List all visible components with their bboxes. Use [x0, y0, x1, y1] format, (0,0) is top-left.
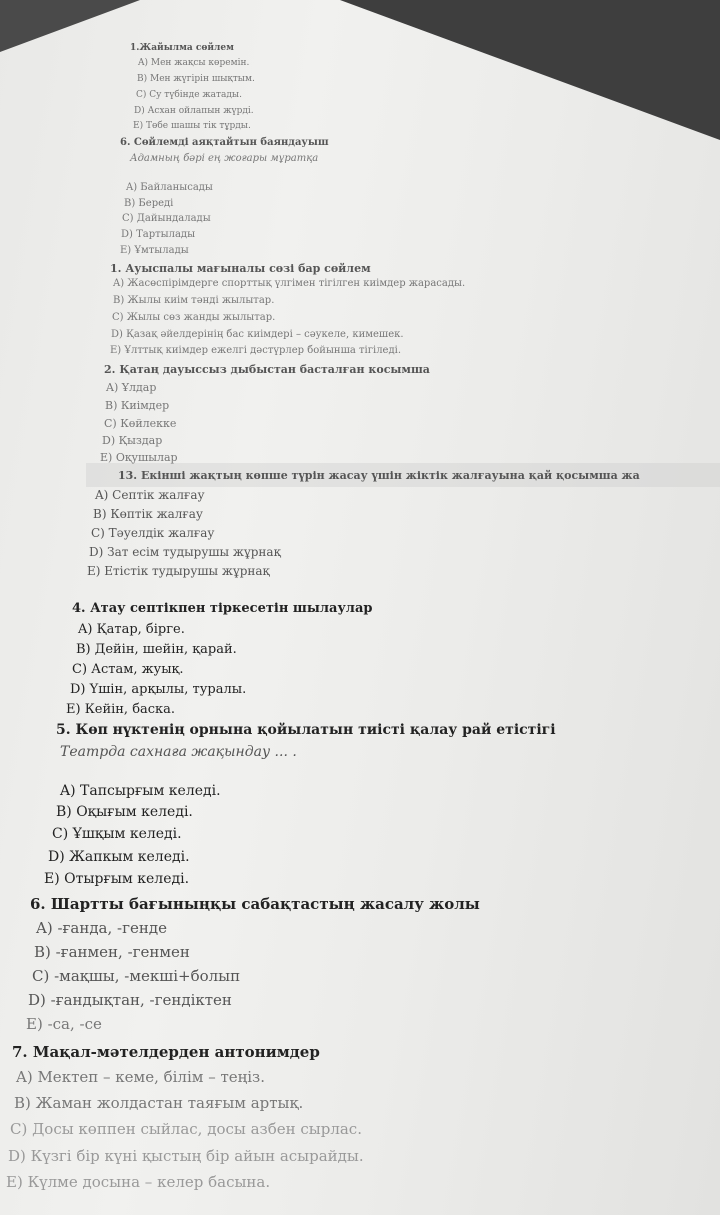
question-heading: 2. Қатаң дауыссыз дыбыстан басталған косымша — [104, 363, 430, 376]
question-heading: 1. Ауыспалы мағыналы сөзі бар сөйлем — [110, 262, 371, 275]
answer-option: E) Төбе шашы тік тұрды. — [133, 121, 251, 131]
answer-option: A) Мектеп – кеме, білім – теңіз. — [16, 1068, 266, 1086]
answer-option: B) Береді — [124, 198, 174, 209]
answer-option: A) Мен жақсы көремін. — [138, 58, 250, 68]
question-sentence: Адамның бәрі ең жоғары мұратқа — [130, 153, 319, 164]
answer-option: C) Жылы сөз жанды жылытар. — [112, 312, 276, 323]
answer-option: D) Қыздар — [102, 434, 163, 447]
answer-option: D) Үшін, арқылы, туралы. — [70, 682, 247, 697]
question-heading: 13. Екінші жақтың көпше түрін жасау үшін жіктік жалғауына қай қосымша жа — [118, 469, 640, 482]
sheet-fold-shadow-right — [340, 0, 720, 140]
answer-option: A) -ғанда, -генде — [36, 919, 167, 937]
answer-option: D) -ғандықтан, -гендіктен — [28, 991, 232, 1009]
question-heading: 7. Мақал-мәтелдерден антонимдер — [12, 1043, 320, 1061]
answer-option: B) Оқығым келеді. — [56, 804, 193, 820]
answer-option: C) -мақшы, -мекші+болып — [32, 967, 241, 985]
answer-option: E) Ұмтылады — [120, 245, 189, 256]
answer-option: E) Отырғым келеді. — [44, 871, 190, 887]
answer-option: C) Тәуелдік жалғау — [91, 526, 215, 540]
question-heading: 4. Атау септікпен тіркесетін шылаулар — [72, 601, 373, 616]
answer-option: B) Көптік жалғау — [93, 507, 203, 521]
answer-option: A) Тапсырғым келеді. — [60, 783, 221, 799]
answer-option: A) Байланысады — [126, 182, 213, 193]
answer-option: B) Дейін, шейін, қарай. — [76, 642, 237, 657]
question-heading: 6. Шартты бағыныңқы сабақтастың жасалу жолы — [30, 895, 480, 913]
answer-option: B) Жаман жолдастан таяғым артық. — [14, 1094, 304, 1112]
answer-option: D) Зат есім тудырушы жұрнақ — [89, 545, 281, 559]
question-heading: 1.Жайылма сөйлем — [130, 43, 234, 53]
sheet-fold-shadow-left — [0, 0, 140, 52]
answer-option: A) Жасөспірімдерге спорттық үлгімен тігілген киімдер жарасады. — [113, 278, 466, 289]
answer-option: D) Асхан ойлапын жүрді. — [134, 106, 254, 116]
answer-option: E) Ұлттық киімдер ежелгі дәстүрлер бойынша тігіледі. — [110, 345, 401, 356]
answer-option: E) Етістік тудырушы жұрнақ — [87, 564, 270, 578]
answer-option: C) Су түбінде жатады. — [136, 90, 242, 100]
answer-option: C) Астам, жуық. — [72, 662, 184, 677]
answer-option: A) Септік жалғау — [95, 488, 205, 502]
answer-option: A) Қатар, бірге. — [78, 622, 185, 637]
question-heading: 6. Сөйлемді аяқтайтын баяндауыш — [120, 137, 329, 148]
answer-option: B) Жылы киім тәнді жылытар. — [113, 295, 275, 306]
answer-option: B) Мен жүгірін шықтым. — [137, 74, 255, 84]
answer-option: B) -ғанмен, -генмен — [34, 943, 190, 961]
question-heading: 5. Көп нүктенің орнына қойылатын тиісті қалау рай етістігі — [56, 722, 556, 738]
answer-option: A) Ұлдар — [106, 381, 157, 394]
answer-option: D) Күзгі бір күні қыстың бір айын асырайды. — [8, 1147, 364, 1165]
answer-option: C) Досы көппен сыйлас, досы азбен сырлас. — [10, 1120, 362, 1138]
answer-option: D) Қазақ әйелдерінің бас киімдері – сәукеле, кимешек. — [111, 329, 404, 340]
answer-option: E) Күлме досына – келер басына. — [6, 1173, 271, 1191]
answer-option: D) Жапкым келеді. — [48, 849, 190, 865]
answer-option: E) -са, -се — [26, 1015, 102, 1033]
answer-option: E) Кейін, баска. — [66, 702, 176, 717]
answer-option: B) Киімдер — [105, 399, 170, 412]
answer-option: E) Оқушылар — [100, 451, 178, 464]
answer-option: C) Дайындалады — [122, 213, 211, 224]
answer-option: C) Көйлекке — [104, 417, 177, 430]
question-sentence: Театрда сахнаға жақындау ... . — [60, 744, 297, 760]
answer-option: C) Ұшқым келеді. — [52, 826, 182, 842]
answer-option: D) Тартылады — [121, 229, 196, 240]
